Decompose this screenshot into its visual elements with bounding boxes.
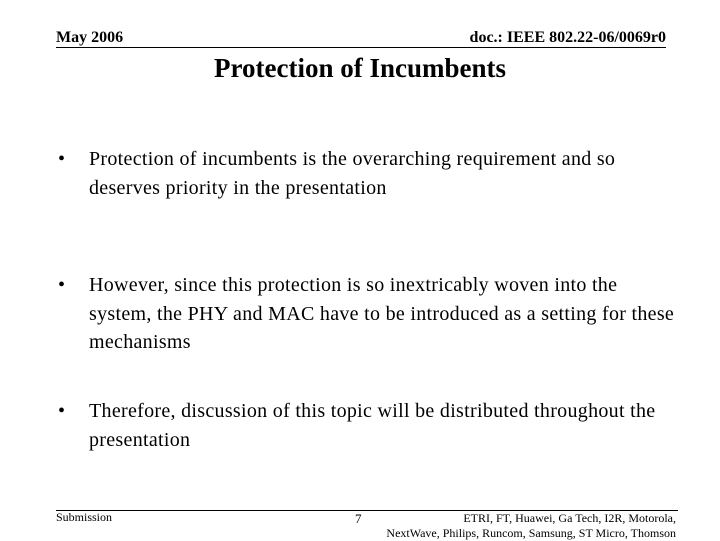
bullet-marker: • bbox=[58, 148, 66, 170]
page-number: 7 bbox=[355, 511, 362, 526]
bullet-marker: • bbox=[58, 274, 66, 296]
bullet-item bbox=[58, 397, 678, 454]
bullet-text: Protection of incumbents is the overarching requirement and so deserves priority in the presentation bbox=[89, 148, 616, 199]
bullet-text: However, since this protection is so inextricably woven into the system, the PHY and MAC have to be introduced as a setting for these mechanisms bbox=[89, 274, 675, 353]
header-doc-id: doc.: IEEE 802.22-06/0069r0 bbox=[469, 29, 666, 46]
slide-title: Protection of Incumbents bbox=[214, 53, 506, 83]
header-date: May 2006 bbox=[56, 29, 124, 46]
bullet-marker: • bbox=[58, 400, 66, 422]
footer-affiliations-line1: ETRI, FT, Huawei, Ga Tech, I2R, Motorola, bbox=[463, 511, 676, 525]
footer-affiliations-line2: NextWave, Philips, Runcom, Samsung, ST Micro, Thomson bbox=[386, 526, 676, 540]
bullet-text: Therefore, discussion of this topic will be distributed throughout the presentation bbox=[89, 400, 656, 451]
footer-affiliations bbox=[386, 511, 676, 541]
bullet-item bbox=[58, 145, 678, 202]
footer-submission: Submission bbox=[56, 510, 113, 524]
header-divider bbox=[56, 47, 666, 48]
bullet-item bbox=[58, 271, 678, 357]
